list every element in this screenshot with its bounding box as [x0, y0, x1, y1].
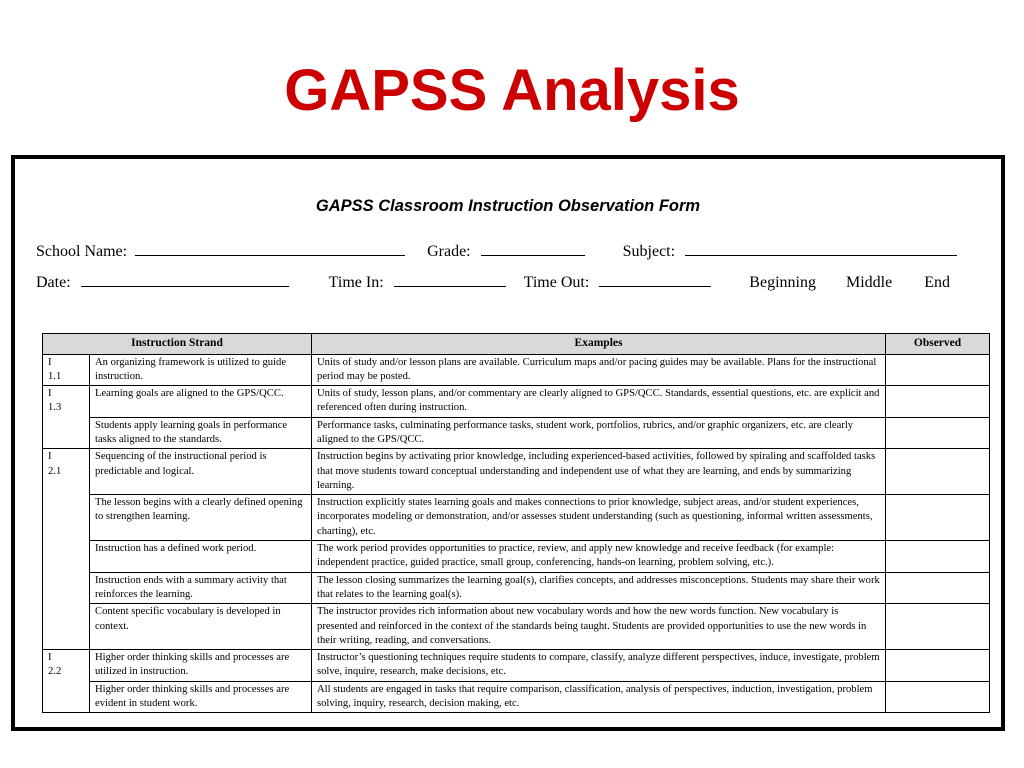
strand-example: Units of study, lesson plans, and/or commentary are clearly aligned to GPS/QCC. Standards, essential questions, etc. are explicit and referenced often during instruction.	[312, 386, 886, 418]
strand-code-number: 2.2	[48, 666, 62, 678]
date-field[interactable]	[81, 274, 289, 287]
observed-cell[interactable]	[886, 604, 990, 650]
date-label: Date:	[36, 274, 71, 291]
strand-description: Higher order thinking skills and processes are utilized in instruction.	[90, 650, 312, 682]
strand-code-number: 1.1	[48, 370, 62, 382]
observed-cell[interactable]	[886, 495, 990, 541]
strand-code	[43, 386, 90, 449]
subject-label: Subject:	[622, 243, 676, 260]
strand-example: All students are engaged in tasks that require comparison, classification, analysis of perspectives, induction, investigation, problem solving, inquiry, research, decision making, etc.	[312, 681, 886, 713]
table-row	[43, 354, 990, 386]
table-row	[43, 604, 990, 650]
strand-description: Higher order thinking skills and processes are evident in student work.	[90, 681, 312, 713]
observed-cell[interactable]	[886, 386, 990, 418]
strand-code	[43, 650, 90, 713]
strand-description: Instruction has a defined work period.	[90, 541, 312, 573]
table-row	[43, 681, 990, 713]
table-row	[43, 495, 990, 541]
observed-cell[interactable]	[886, 449, 990, 495]
grade-field[interactable]	[481, 243, 585, 256]
school-name-label: School Name:	[36, 243, 128, 260]
strand-description: Learning goals are aligned to the GPS/QCC.	[90, 386, 312, 418]
date-row	[36, 274, 950, 292]
grade-label: Grade:	[427, 243, 471, 260]
phase-middle[interactable]: Middle	[845, 274, 893, 291]
table-row	[43, 650, 990, 682]
strand-code-number: 2.1	[48, 465, 62, 477]
strand-description: Students apply learning goals in performance tasks aligned to the standards.	[90, 417, 312, 449]
table-row	[43, 541, 990, 573]
strand-code-number: 1.3	[48, 402, 62, 414]
strand-description: An organizing framework is utilized to guide instruction.	[90, 354, 312, 386]
time-out-label: Time Out:	[523, 274, 590, 291]
school-name-field[interactable]	[135, 243, 405, 256]
strand-example: The lesson closing summarizes the learning goal(s), clarifies concepts, and addresses misconceptions. Students may share their work that relates to the learning goal(s).	[312, 572, 886, 604]
time-in-label: Time In:	[328, 274, 384, 291]
strand-example: Performance tasks, culminating performance tasks, student work, portfolios, rubrics, and/or graphic organizers, etc. are clearly aligned to the GPS/QCC.	[312, 417, 886, 449]
slide-title: GAPSS Analysis	[284, 58, 740, 123]
observed-cell[interactable]	[886, 681, 990, 713]
observed-cell[interactable]	[886, 572, 990, 604]
strand-description: Instruction ends with a summary activity that reinforces the learning.	[90, 572, 312, 604]
form-title: GAPSS Classroom Instruction Observation Form	[315, 197, 701, 215]
observed-cell[interactable]	[886, 541, 990, 573]
observation-form-frame	[11, 155, 1005, 731]
strand-example: Units of study and/or lesson plans are available. Curriculum maps and/or pacing guides may be available. Plans for the instructional period may be posted.	[312, 354, 886, 386]
table-header-row	[43, 334, 990, 355]
table-row	[43, 386, 990, 418]
strand-description: The lesson begins with a clearly defined opening to strengthen learning.	[90, 495, 312, 541]
strand-code-part: I	[48, 652, 52, 664]
observed-cell[interactable]	[886, 354, 990, 386]
school-name-row	[36, 243, 957, 261]
strand-example: Instructor’s questioning techniques require students to compare, classify, analyze different perspectives, induce, investigate, problem solve, inquire, research, make decisions, etc.	[312, 650, 886, 682]
strand-code-part: I	[48, 451, 52, 463]
table-row	[43, 449, 990, 495]
phase-beginning[interactable]: Beginning	[749, 274, 816, 291]
time-in-field[interactable]	[394, 274, 506, 287]
strand-example: The instructor provides rich information about new vocabulary words and how the new words function. New vocabulary is presented and reinforced in the context of the standards being taught. Students are provided opportunities to use the new words in their writing, reading, and conversations.	[312, 604, 886, 650]
observed-cell[interactable]	[886, 650, 990, 682]
strand-example: Instruction explicitly states learning goals and makes connections to prior knowledge, subject areas, and/or student experiences, incorporates modeling or demonstration, and/or assesses student understanding (such as questioning, informal written assessments, charting), etc.	[312, 495, 886, 541]
subject-field[interactable]	[685, 243, 957, 256]
strand-description: Content specific vocabulary is developed in context.	[90, 604, 312, 650]
strand-code-part: I	[48, 356, 52, 368]
strand-code	[43, 354, 90, 386]
strand-code-part: I	[48, 388, 52, 400]
time-out-field[interactable]	[599, 274, 711, 287]
table-row	[43, 417, 990, 449]
strand-description: Sequencing of the instructional period is predictable and logical.	[90, 449, 312, 495]
strand-example: The work period provides opportunities to practice, review, and apply new knowledge and receive feedback (for example: independent practice, guided practice, small group, conferencing, hands-on learning, problem solving, etc.).	[312, 541, 886, 573]
strand-code	[43, 449, 90, 650]
instruction-strand-table	[42, 333, 990, 713]
header-instruction-strand: Instruction Strand	[43, 334, 312, 355]
header-examples: Examples	[312, 334, 886, 355]
strand-example: Instruction begins by activating prior knowledge, including experienced-based activities, followed by spiraling and scaffolded tasks that move students toward conceptual understanding and independent use of what they are learning, and ends by summarizing learning.	[312, 449, 886, 495]
table-row	[43, 572, 990, 604]
observed-cell[interactable]	[886, 417, 990, 449]
header-observed: Observed	[886, 334, 990, 355]
phase-end[interactable]: End	[924, 274, 950, 291]
